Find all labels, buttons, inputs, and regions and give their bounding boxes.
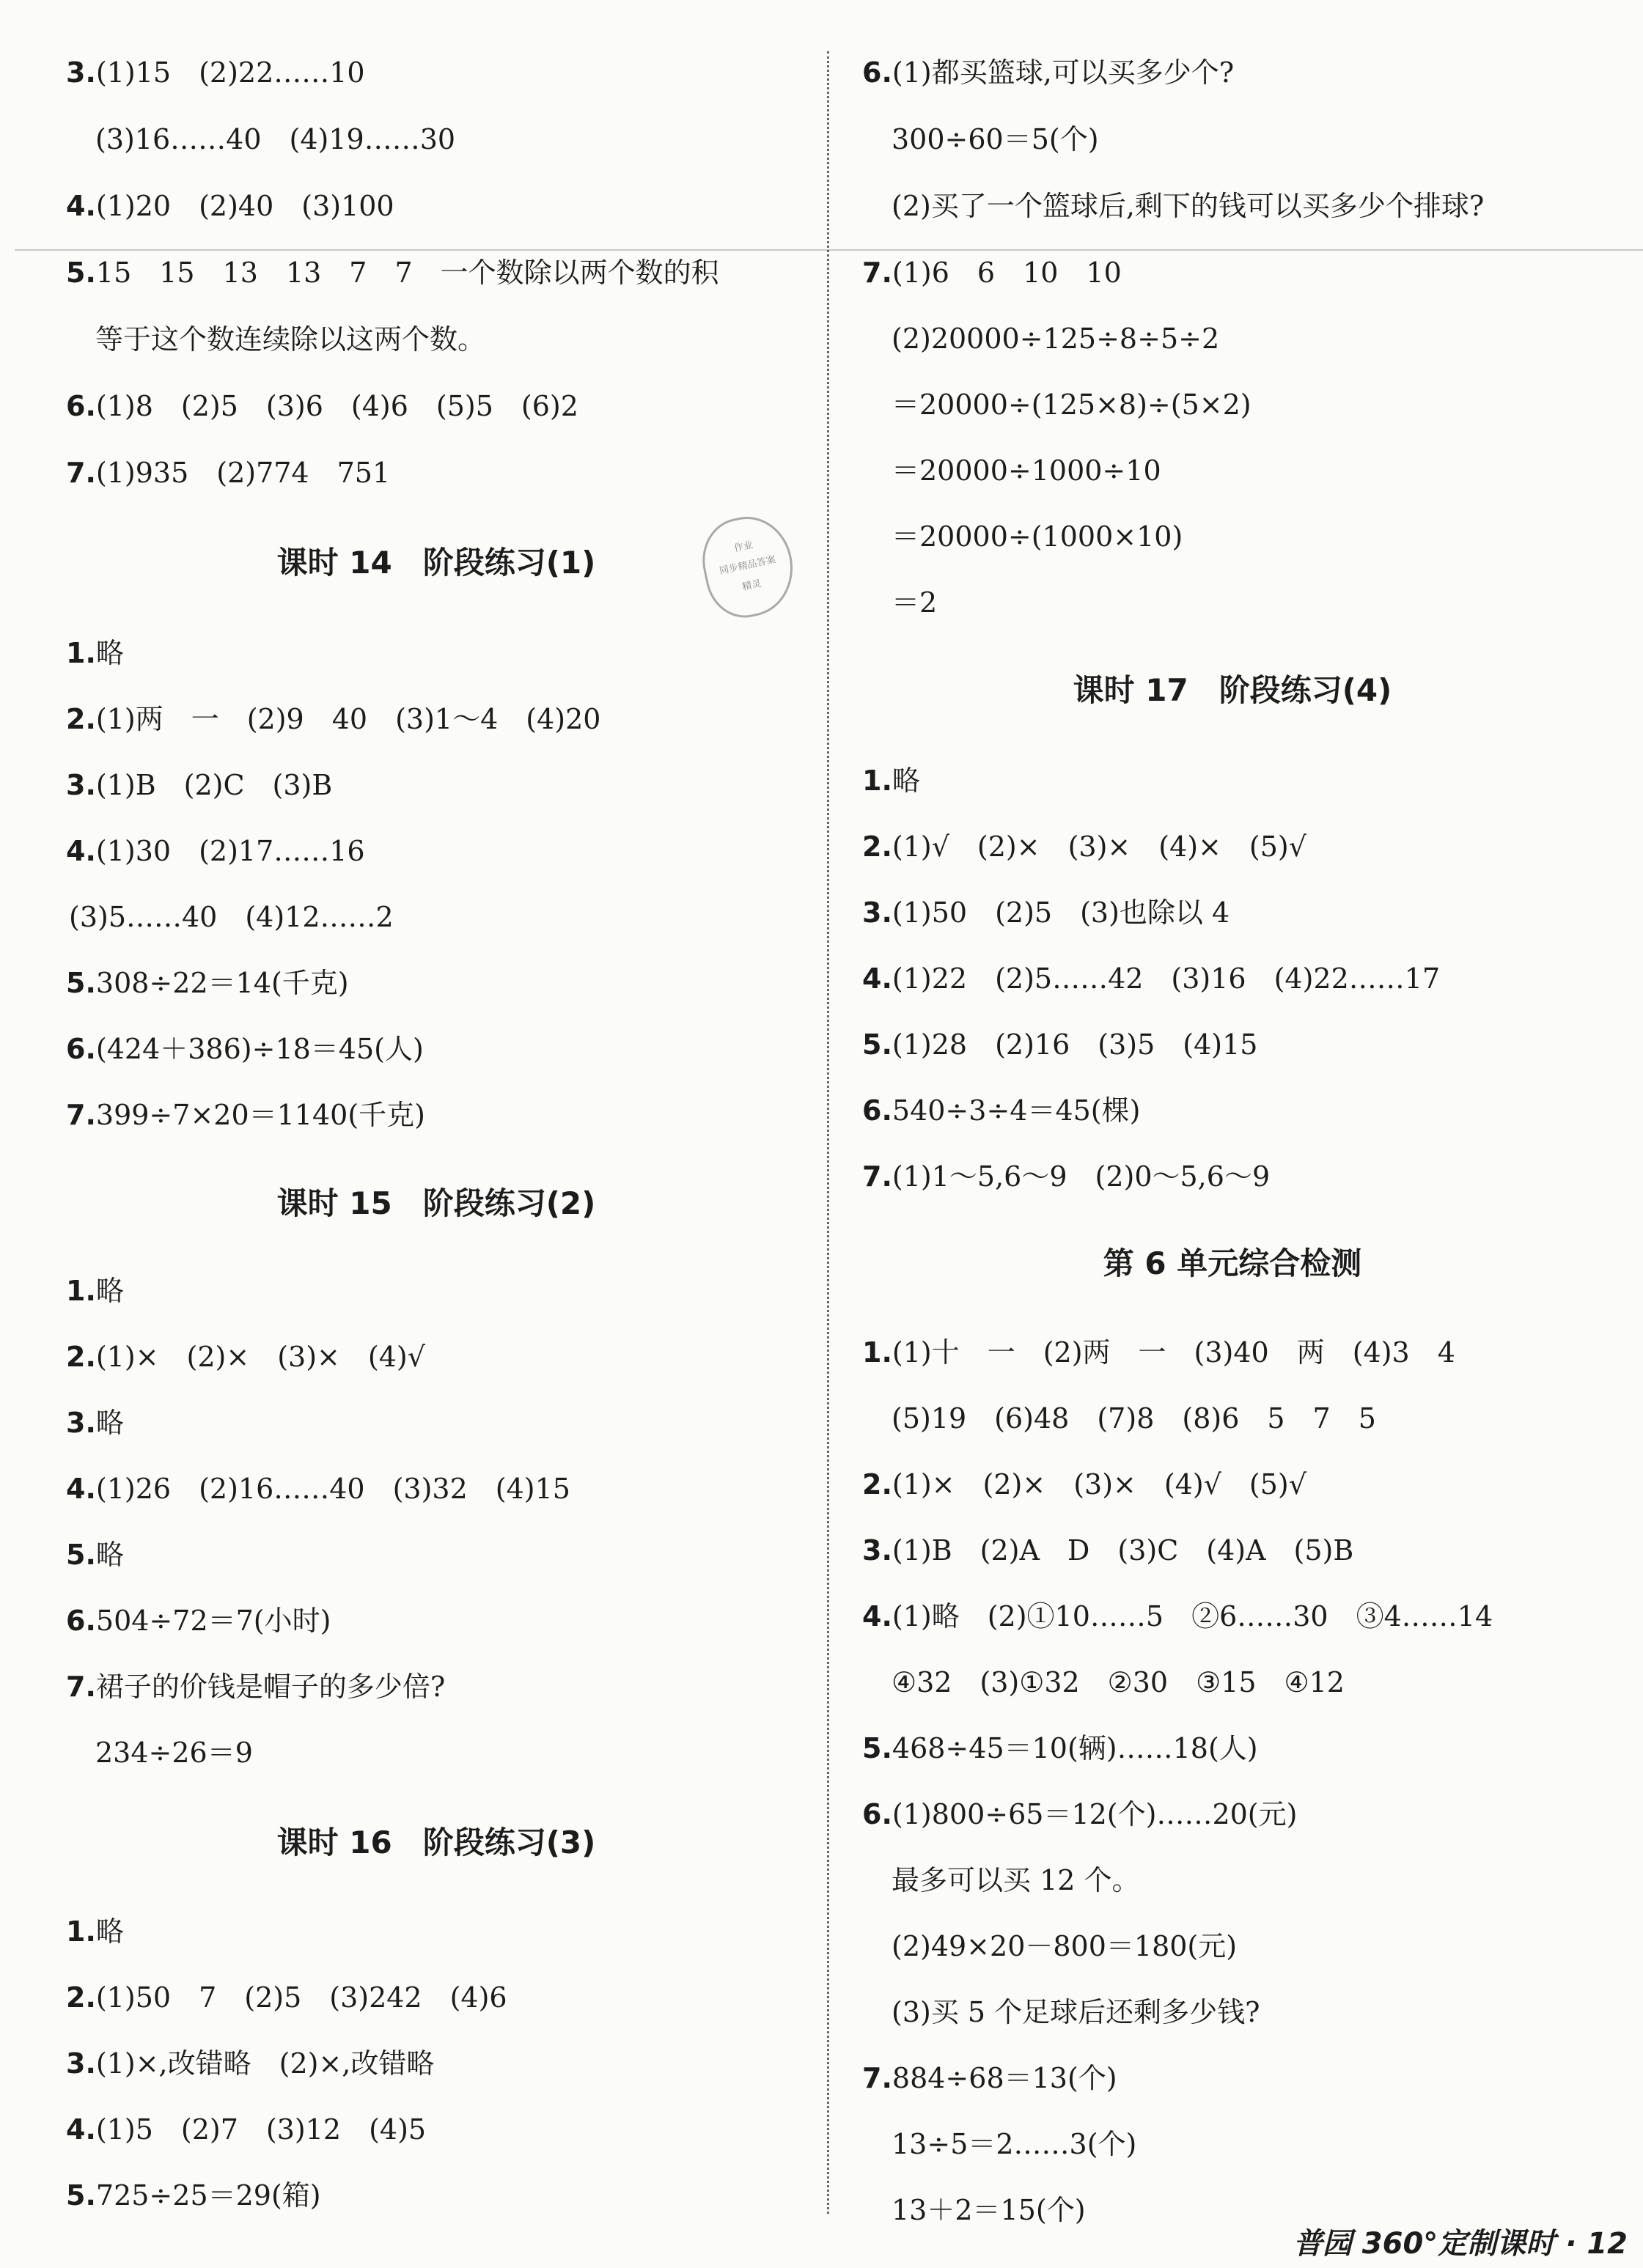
answer-line: 2.(1)× (2)× (3)× (4)√ (66, 1341, 425, 1373)
answer-line: 5.(1)28 (2)16 (3)5 (4)15 (862, 1028, 1258, 1061)
answer-line: 1.略 (66, 1275, 124, 1307)
answer-line: 1.(1)十 一 (2)两 一 (3)40 两 (4)3 4 (862, 1336, 1455, 1369)
answer-line: 3.略 (66, 1407, 124, 1439)
answer-line: 300÷60＝5(个) (892, 123, 1099, 155)
answer-line: (3)16……40 (4)19……30 (95, 123, 456, 155)
answer-line: (2)买了一个篮球后,剩下的钱可以买多少个排球? (892, 190, 1485, 222)
answer-line: ＝20000÷(125×8)÷(5×2) (892, 389, 1251, 421)
answer-line: 3.(1)B (2)C (3)B (66, 769, 333, 801)
answer-line: 1.略 (66, 1915, 124, 1948)
answer-line: 6.540÷3÷4＝45(棵) (862, 1094, 1141, 1127)
answer-line: 最多可以买 12 个。 (892, 1864, 1140, 1896)
answer-line: 7.(1)6 6 10 10 (862, 257, 1122, 289)
answer-line: 6.(1)800÷65＝12(个)……20(元) (862, 1798, 1298, 1830)
answer-line: 6.(424＋386)÷18＝45(人) (66, 1033, 424, 1065)
answer-line: ＝20000÷1000÷10 (892, 454, 1161, 487)
answer-line: 5.略 (66, 1539, 124, 1571)
answer-line: (3)买 5 个足球后还剩多少钱? (892, 1996, 1260, 2028)
answer-line: (5)19 (6)48 (7)8 (8)6 5 7 5 (892, 1402, 1376, 1435)
column-divider (827, 51, 829, 2214)
answer-line: 4.(1)20 (2)40 (3)100 (66, 190, 394, 222)
answer-line: 2.(1)50 7 (2)5 (3)242 (4)6 (66, 1981, 507, 2014)
answer-line: 6.504÷72＝7(小时) (66, 1605, 331, 1637)
answer-line: 4.(1)5 (2)7 (3)12 (4)5 (66, 2113, 427, 2146)
section-heading: 课时 17 阶段练习(4) (1073, 672, 1392, 708)
answer-line: 5.15 15 13 13 7 7 一个数除以两个数的积 (66, 257, 719, 289)
answer-line: 6.(1)8 (2)5 (3)6 (4)6 (5)5 (6)2 (66, 390, 578, 422)
answer-line: 5.308÷22＝14(千克) (66, 967, 349, 999)
answer-line: 2.(1)两 一 (2)9 40 (3)1～4 (4)20 (66, 703, 601, 735)
answer-line: ＝20000÷(1000×10) (892, 520, 1183, 553)
answer-line: (3)5……40 (4)12……2 (69, 901, 394, 933)
answer-line: 1.略 (66, 637, 124, 669)
section-heading: 第 6 单元综合检测 (1103, 1245, 1362, 1281)
answer-line: 13÷5＝2……3(个) (892, 2128, 1137, 2160)
answer-line: 234÷26＝9 (95, 1737, 253, 1769)
answer-line: ④32 (3)①32 ②30 ③15 ④12 (892, 1666, 1345, 1698)
answer-line: 6.(1)都买篮球,可以买多少个? (862, 56, 1235, 89)
section-heading: 课时 15 阶段练习(2) (276, 1185, 596, 1221)
answer-line: 2.(1)× (2)× (3)× (4)√ (5)√ (862, 1468, 1306, 1501)
answer-line: 1.略 (862, 765, 920, 797)
section-heading: 课时 14 阶段练习(1) (276, 545, 596, 581)
answer-line: 7.399÷7×20＝1140(千克) (66, 1099, 425, 1131)
page-footer: 普园 360°定制课时 · 12 (1293, 2227, 1628, 2261)
answer-line: ＝2 (892, 586, 938, 619)
answer-line: 5.468÷45＝10(辆)……18(人) (862, 1732, 1258, 1764)
answer-line: (2)20000÷125÷8÷5÷2 (892, 323, 1220, 355)
answer-line: (2)49×20－800＝180(元) (892, 1930, 1238, 1962)
answer-line: 4.(1)30 (2)17……16 (66, 835, 365, 867)
answer-line: 3.(1)15 (2)22……10 (66, 56, 365, 89)
answer-line: 等于这个数连续除以这两个数。 (95, 323, 486, 356)
answer-line: 7.(1)935 (2)774 751 (66, 457, 391, 489)
answer-line: 7.(1)1～5,6～9 (2)0～5,6～9 (862, 1160, 1271, 1193)
answer-line: 2.(1)√ (2)× (3)× (4)× (5)√ (862, 831, 1306, 863)
answer-line: 4.(1)22 (2)5……42 (3)16 (4)22……17 (862, 962, 1441, 995)
answer-line: 3.(1)B (2)A D (3)C (4)A (5)B (862, 1534, 1354, 1566)
answer-line: 3.(1)×,改错略 (2)×,改错略 (66, 2047, 435, 2080)
answer-line: 13＋2＝15(个) (892, 2194, 1086, 2226)
answer-line: 3.(1)50 (2)5 (3)也除以 4 (862, 896, 1230, 929)
section-heading: 课时 16 阶段练习(3) (276, 1825, 596, 1860)
answer-line: 4.(1)26 (2)16……40 (3)32 (4)15 (66, 1473, 570, 1505)
answer-line: 5.725÷25＝29(箱) (66, 2179, 321, 2212)
stamp-logo: 作业 同步精品答案 精灵 (694, 509, 802, 625)
answer-line: 7.裙子的价钱是帽子的多少倍? (66, 1671, 446, 1703)
answer-line: 4.(1)略 (2)①10……5 ②6……30 ③4……14 (862, 1600, 1493, 1632)
answer-line: 7.884÷68＝13(个) (862, 2062, 1117, 2094)
